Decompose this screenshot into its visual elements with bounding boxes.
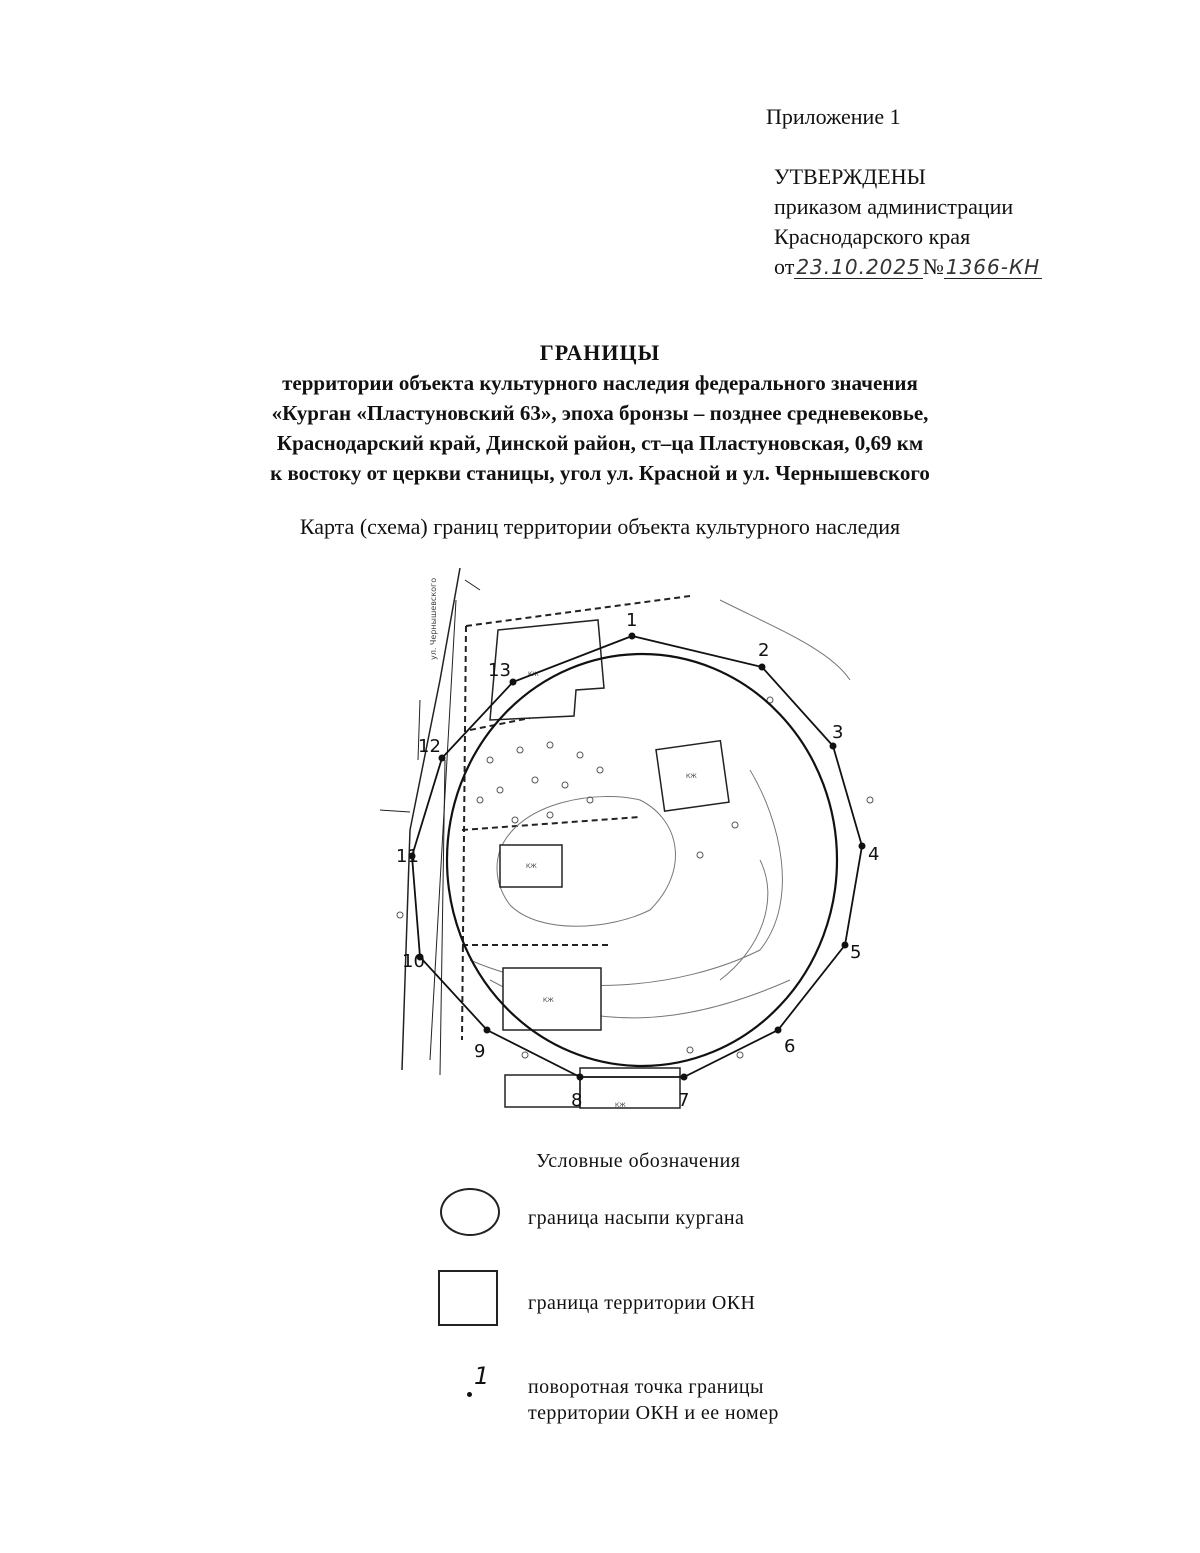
tree-symbols bbox=[397, 697, 873, 1058]
title-line1: территории объекта культурного наследия федерального значения bbox=[282, 371, 918, 395]
point-label-8: 8 bbox=[571, 1090, 583, 1111]
legend-point-dot bbox=[467, 1392, 472, 1397]
street-label: ул. Чернышевского bbox=[429, 577, 438, 660]
turning-point-2 bbox=[759, 664, 766, 671]
point-label-5: 5 bbox=[850, 942, 862, 963]
boundary-map bbox=[250, 560, 950, 1120]
number-prefix: № bbox=[922, 254, 944, 279]
turning-point-4 bbox=[859, 843, 866, 850]
building-label-1: КЖ bbox=[528, 671, 539, 678]
legend-point-text-line1: поворотная точка границы bbox=[528, 1376, 764, 1398]
legend-okn-symbol bbox=[438, 1270, 498, 1326]
point-label-10: 10 bbox=[402, 951, 425, 972]
building-label-4: КЖ bbox=[543, 997, 554, 1004]
building-label-2: КЖ bbox=[686, 773, 697, 780]
turning-point-8 bbox=[577, 1074, 584, 1081]
approved-by-line2: Краснодарского края bbox=[774, 224, 971, 249]
point-label-11: 11 bbox=[396, 846, 419, 867]
okn-boundary bbox=[412, 636, 862, 1077]
appendix-label: Приложение 1 bbox=[766, 104, 901, 129]
title-line3: Краснодарский край, Динской район, ст–ца Пластуновская, 0,69 км bbox=[276, 431, 924, 455]
building-label-3: КЖ bbox=[526, 863, 537, 870]
turning-point-3 bbox=[830, 743, 837, 750]
turning-points bbox=[409, 633, 866, 1081]
point-label-6: 6 bbox=[784, 1036, 796, 1057]
legend-point-text bbox=[528, 1374, 779, 1426]
approval-block bbox=[774, 162, 1042, 282]
point-label-1: 1 bbox=[626, 610, 638, 631]
legend-mound-symbol bbox=[440, 1188, 500, 1236]
approval-number: 1366-КН bbox=[945, 255, 1041, 279]
title-line2: «Курган «Пластуновский 63», эпоха бронзы – позднее средневековье, bbox=[271, 401, 929, 425]
turning-point-7 bbox=[681, 1074, 688, 1081]
point-label-7: 7 bbox=[678, 1090, 690, 1111]
point-label-2: 2 bbox=[758, 640, 770, 661]
legend-point-text-line2: территории ОКН и ее номер bbox=[528, 1402, 779, 1424]
title-line4: к востоку от церкви станицы, угол ул. Красной и ул. Чернышевского bbox=[270, 461, 930, 485]
point-label-13: 13 bbox=[488, 660, 511, 681]
turning-point-1 bbox=[629, 633, 636, 640]
date-prefix: от bbox=[774, 254, 795, 279]
point-label-12: 12 bbox=[418, 736, 441, 757]
building-label-5: КЖ bbox=[615, 1102, 626, 1109]
legend-point-number: 1 bbox=[474, 1362, 490, 1390]
turning-point-9 bbox=[484, 1027, 491, 1034]
legend-title: Условные обозначения bbox=[536, 1150, 741, 1172]
approved-title: УТВЕРЖДЕНЫ bbox=[774, 164, 926, 189]
point-label-4: 4 bbox=[868, 844, 880, 865]
point-label-3: 3 bbox=[832, 722, 844, 743]
legend-okn-text: граница территории ОКН bbox=[528, 1292, 756, 1314]
turning-point-5 bbox=[842, 942, 849, 949]
approved-by-line1: приказом администрации bbox=[774, 194, 1014, 219]
map-subtitle: Карта (схема) границ территории объекта культурного наследия bbox=[299, 514, 901, 539]
legend-mound-text: граница насыпи кургана bbox=[528, 1207, 745, 1229]
approval-date: 23.10.2025 bbox=[796, 255, 921, 279]
turning-point-6 bbox=[775, 1027, 782, 1034]
approval-date-line bbox=[774, 252, 1042, 282]
point-label-9: 9 bbox=[474, 1041, 486, 1062]
document-title bbox=[150, 338, 1050, 488]
title-main: ГРАНИЦЫ bbox=[539, 340, 661, 365]
